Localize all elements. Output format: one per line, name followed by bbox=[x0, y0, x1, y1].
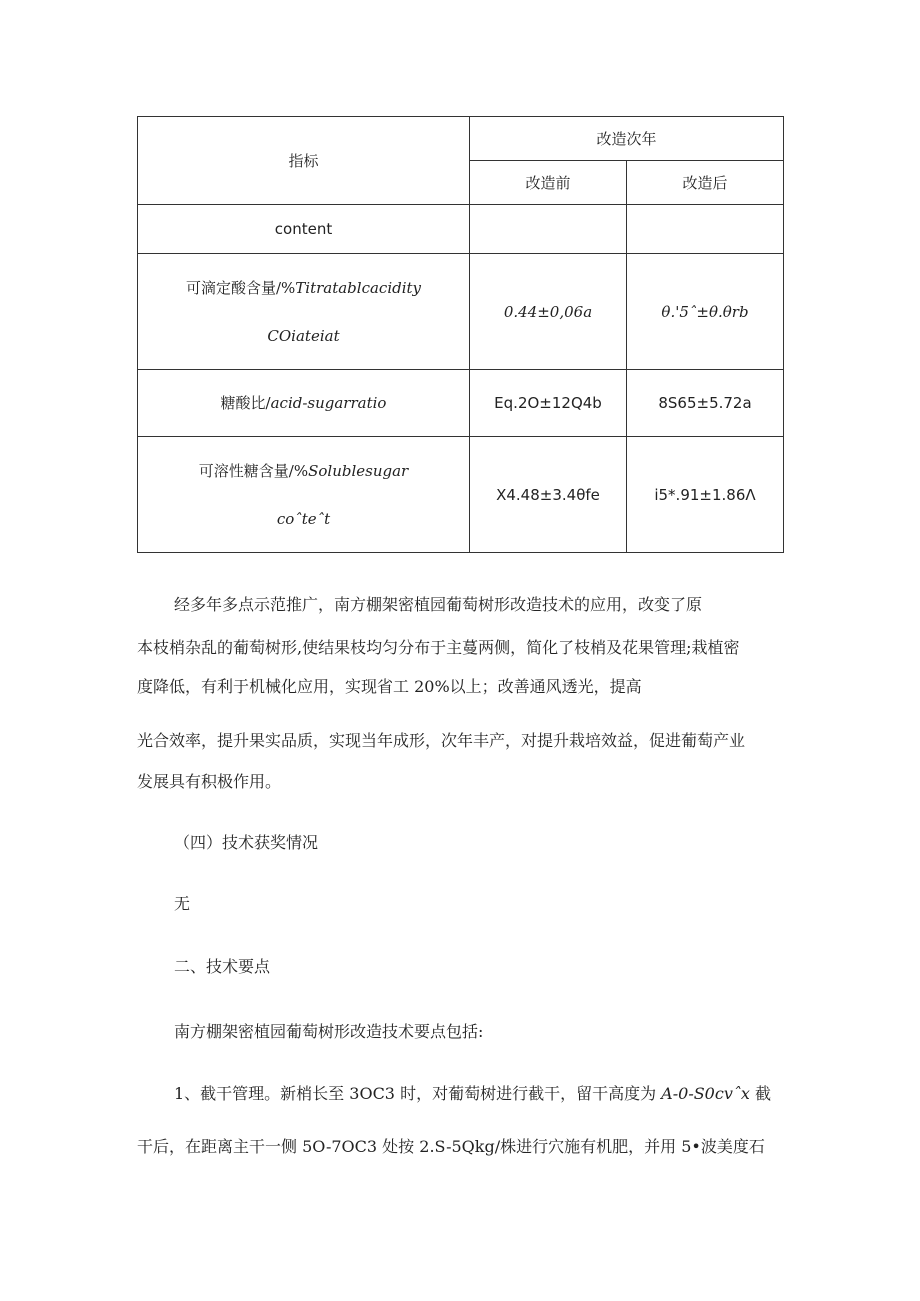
header-group-next-year: 改造次年 bbox=[470, 117, 784, 161]
step1-line2: 干后，在距离主干一侧 5O-7OC3 处按 2.S-5Qkg/株进行穴施有机肥，并用 5•波美度石 bbox=[137, 1137, 765, 1156]
content-row-before bbox=[470, 205, 627, 254]
award-heading: （四）技术获奖情况 bbox=[174, 833, 319, 852]
paragraph-line: 本枝梢杂乱的葡萄树形,使结果枝均匀分布于主蔓两侧，简化了枝梢及花果管理;栽植密 bbox=[137, 638, 740, 657]
header-before: 改造前 bbox=[470, 161, 627, 205]
comparison-table bbox=[137, 116, 784, 553]
row-label-soluble-sugar bbox=[138, 437, 470, 553]
award-text: 无 bbox=[174, 894, 191, 913]
value-before: Eq.2O±12Q4b bbox=[470, 370, 627, 437]
paragraph-line: 经多年多点示范推广，南方棚架密植园葡萄树形改造技术的应用，改变了原 bbox=[174, 595, 703, 614]
value-after: 8S65±5.72a bbox=[627, 370, 784, 437]
row-label-titratable-acid bbox=[138, 254, 470, 370]
paragraph-line: 发展具有积极作用。 bbox=[137, 772, 282, 791]
step1-text-end: 截 bbox=[749, 1084, 771, 1103]
paragraph-line: 光合效率，提升果实品质，实现当年成形，次年丰产，对提升栽培效益，促进葡萄产业 bbox=[137, 731, 746, 750]
value-before: X4.48±3.4θfe bbox=[470, 437, 627, 553]
header-indicator: 指标 bbox=[138, 117, 470, 205]
intro-text: 南方棚架密植园葡萄树形改造技术要点包括: bbox=[174, 1022, 484, 1041]
label-en-cont: COiateiat bbox=[267, 326, 340, 345]
value-after: θ.'5ˆ±θ.θrb bbox=[627, 254, 784, 370]
step1-height-value: A-0-S0cvˆx bbox=[661, 1084, 750, 1103]
label-en: Titratablcacidity bbox=[295, 278, 422, 297]
label-cn: 可溶性糖含量/% bbox=[198, 461, 309, 480]
paragraph-line: 度降低，有利于机械化应用，实现省工 20%以上；改善通风透光，提高 bbox=[137, 677, 642, 696]
value-before: 0.44±0,06a bbox=[470, 254, 627, 370]
step1-line1 bbox=[174, 1086, 824, 1102]
value-after: i5*.91±1.86Λ bbox=[627, 437, 784, 553]
content-row-after bbox=[627, 205, 784, 254]
label-cn: 可滴定酸含量/% bbox=[185, 278, 296, 297]
label-en: acid-sugarratio bbox=[270, 394, 387, 412]
label-en-cont: coˆteˆt bbox=[276, 509, 331, 528]
step1-text: 1、截干管理。新梢长至 3OC3 时，对葡萄树进行截干，留干高度为 bbox=[174, 1084, 662, 1103]
label-cn: 糖酸比/ bbox=[220, 394, 271, 412]
content-row-label: content bbox=[138, 205, 470, 254]
header-after: 改造后 bbox=[627, 161, 784, 205]
row-label-sugar-acid-ratio bbox=[138, 370, 470, 437]
label-en: Solublesugar bbox=[308, 461, 409, 480]
section-heading: 二、技术要点 bbox=[174, 957, 271, 976]
